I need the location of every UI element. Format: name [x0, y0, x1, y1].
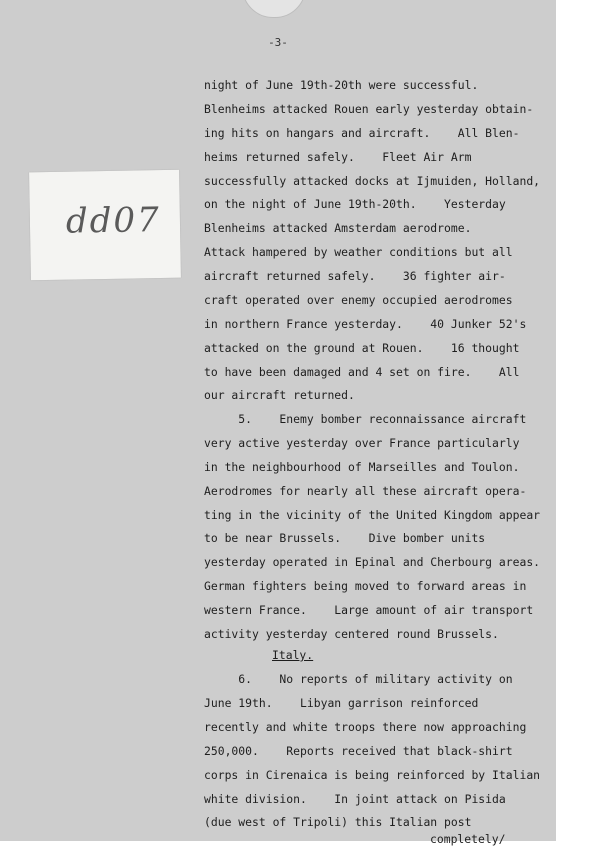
text-line: Blenheims attacked Rouen early yesterday obtain-	[204, 102, 534, 116]
text-line: to be near Brussels. Dive bomber units	[204, 531, 486, 545]
text-line: in the neighbourhood of Marseilles and Toulon.	[204, 460, 520, 474]
text-line: on the night of June 19th-20th. Yesterday	[204, 197, 506, 211]
embossed-seal	[242, 0, 306, 18]
text-line: attacked on the ground at Rouen. 16 thought	[204, 341, 520, 355]
text-line: very active yesterday over France particularly	[204, 436, 520, 450]
text-line: night of June 19th-20th were successful.	[204, 78, 479, 92]
text-line: heims returned safely. Fleet Air Arm	[204, 150, 472, 164]
text-line: 5. Enemy bomber reconnaissance aircraft	[204, 412, 527, 426]
text-line: yesterday operated in Epinal and Cherbourg areas.	[204, 555, 541, 569]
text-line: our aircraft returned.	[204, 388, 355, 402]
text-line: aircraft returned safely. 36 fighter air-	[204, 269, 506, 283]
text-line: Blenheims attacked Amsterdam aerodrome.	[204, 221, 472, 235]
text-line: (due west of Tripoli) this Italian post	[204, 815, 472, 829]
sticky-note-text: dd07	[65, 200, 162, 242]
text-line: June 19th. Libyan garrison reinforced	[204, 696, 479, 710]
text-line: Aerodromes for nearly all these aircraft opera-	[204, 484, 527, 498]
text-line: to have been damaged and 4 set on fire. All	[204, 365, 520, 379]
page-number: -3-	[268, 36, 288, 49]
text-line: corps in Cirenaica is being reinforced by Italian	[204, 768, 541, 782]
catchword: completely/	[430, 832, 506, 846]
text-line: in northern France yesterday. 40 Junker 52's	[204, 317, 527, 331]
text-line: Attack hampered by weather conditions but all	[204, 245, 513, 259]
text-line: activity yesterday centered round Brussels.	[204, 627, 499, 641]
text-line: western France. Large amount of air transport	[204, 603, 534, 617]
text-line: craft operated over enemy occupied aerodromes	[204, 293, 513, 307]
text-line: 6. No reports of military activity on	[204, 672, 513, 686]
text-line: ing hits on hangars and aircraft. All Blen-	[204, 126, 520, 140]
text-line: 250,000. Reports received that black-shirt	[204, 744, 513, 758]
text-line: successfully attacked docks at Ijmuiden, Holland,	[204, 174, 541, 188]
text-line: recently and white troops there now approaching	[204, 720, 527, 734]
sticky-note	[29, 170, 181, 281]
text-line: ting in the vicinity of the United Kingdom appear	[204, 508, 541, 522]
section-heading-italy: Italy.	[272, 648, 314, 662]
text-line: white division. In joint attack on Pisida	[204, 792, 506, 806]
text-line: German fighters being moved to forward areas in	[204, 579, 527, 593]
